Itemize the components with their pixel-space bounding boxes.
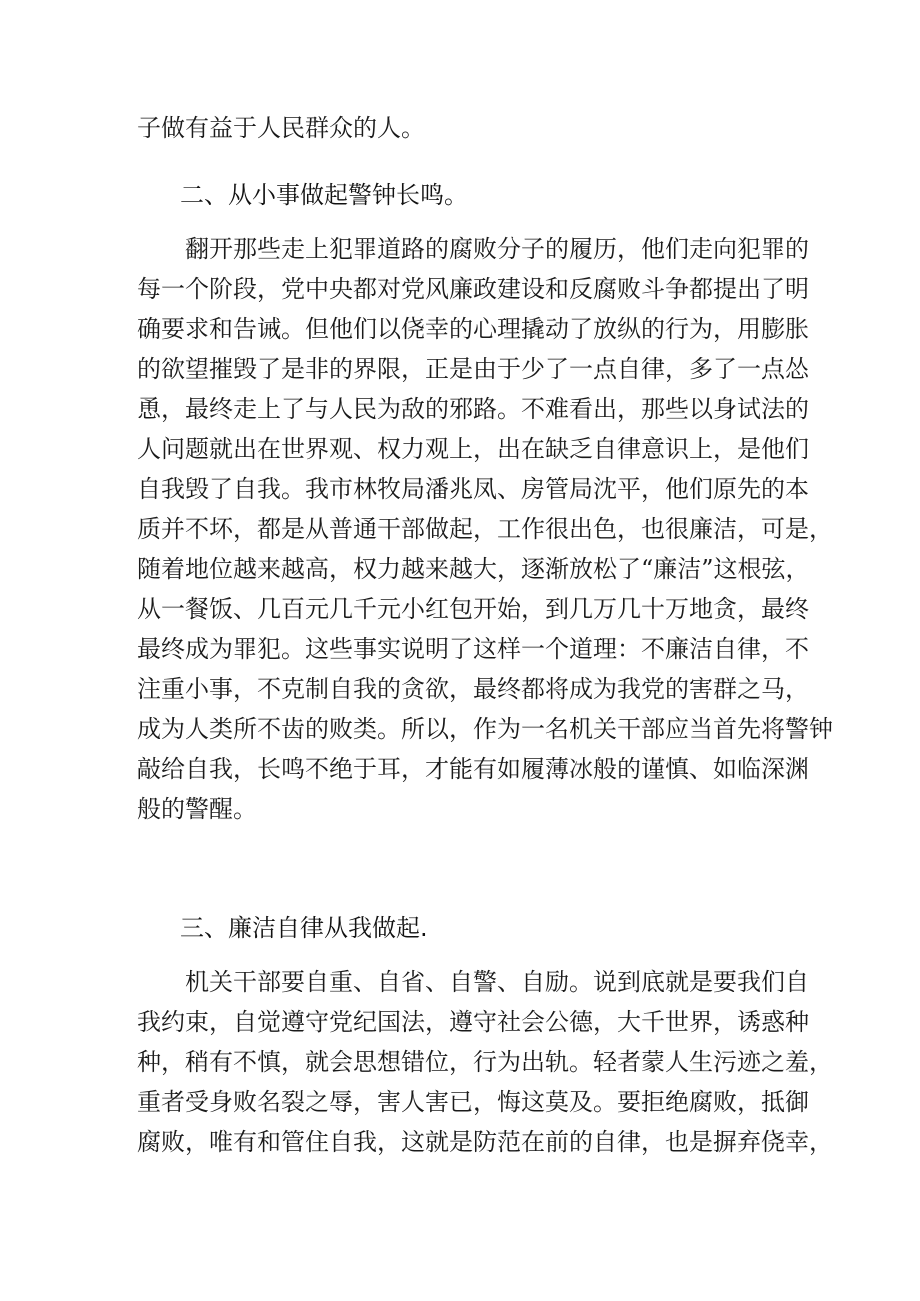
section-heading-2: 二、从小事做起警钟长鸣。 (180, 181, 468, 209)
paragraph-line: 敲给自我，长鸣不绝于耳，才能有如履薄冰般的谨慎、如临深渊 (137, 755, 809, 783)
paragraph-line: 自我毁了自我。我市林牧局潘兆凤、房管局沈平，他们原先的本 (137, 475, 809, 503)
paragraph-line: 重者受身败名裂之辱，害人害已，悔这莫及。要拒绝腐败，抵御 (137, 1088, 809, 1116)
paragraph-line: 的欲望摧毁了是非的界限，正是由于少了一点自律，多了一点怂 (137, 355, 809, 383)
paragraph-line: 随着地位越来越高，权力越来越大，逐渐放松了“廉洁”这根弦， (137, 555, 810, 583)
section-heading-3: 三、廉洁自律从我做起. (180, 914, 428, 942)
paragraph-line: 确要求和告诫。但他们以侥幸的心理撬动了放纵的行为，用膨胀 (137, 315, 809, 343)
paragraph-line: 质并不坏，都是从普通干部做起，工作很出色，也很廉洁，可是， (137, 515, 833, 543)
paragraph-line: 子做有益于人民群众的人。 (137, 114, 425, 142)
paragraph-line: 注重小事，不克制自我的贪欲，最终都将成为我党的害群之马， (137, 675, 809, 703)
paragraph-line: 翻开那些走上犯罪道路的腐败分子的履历，他们走向犯罪的 (185, 235, 809, 263)
paragraph-line: 般的警醒。 (137, 795, 257, 823)
paragraph-line: 从一餐饭、几百元几千元小红包开始，到几万几十万地贪，最终 (137, 595, 809, 623)
paragraph-line: 种，稍有不慎，就会思想错位，行为出轨。轻者蒙人生污迹之羞， (137, 1048, 833, 1076)
paragraph-line: 人问题就出在世界观、权力观上，出在缺乏自律意识上，是他们 (137, 435, 809, 463)
paragraph-line: 我约束，自觉遵守党纪国法，遵守社会公德，大千世界，诱惑种 (137, 1008, 809, 1036)
paragraph-line: 机关干部要自重、自省、自警、自励。说到底就是要我们自 (185, 968, 809, 996)
paragraph-line: 腐败，唯有和管住自我，这就是防范在前的自律，也是摒弃侥幸， (137, 1128, 833, 1156)
paragraph-line: 每一个阶段，党中央都对党风廉政建设和反腐败斗争都提出了明 (137, 275, 809, 303)
paragraph-line: 最终成为罪犯。这些事实说明了这样一个道理：不廉洁自律，不 (137, 635, 809, 663)
paragraph-line: 恿，最终走上了与人民为敌的邪路。不难看出，那些以身试法的 (137, 395, 809, 423)
paragraph-line: 成为人类所不齿的败类。所以，作为一名机关干部应当首先将警钟 (137, 715, 833, 743)
